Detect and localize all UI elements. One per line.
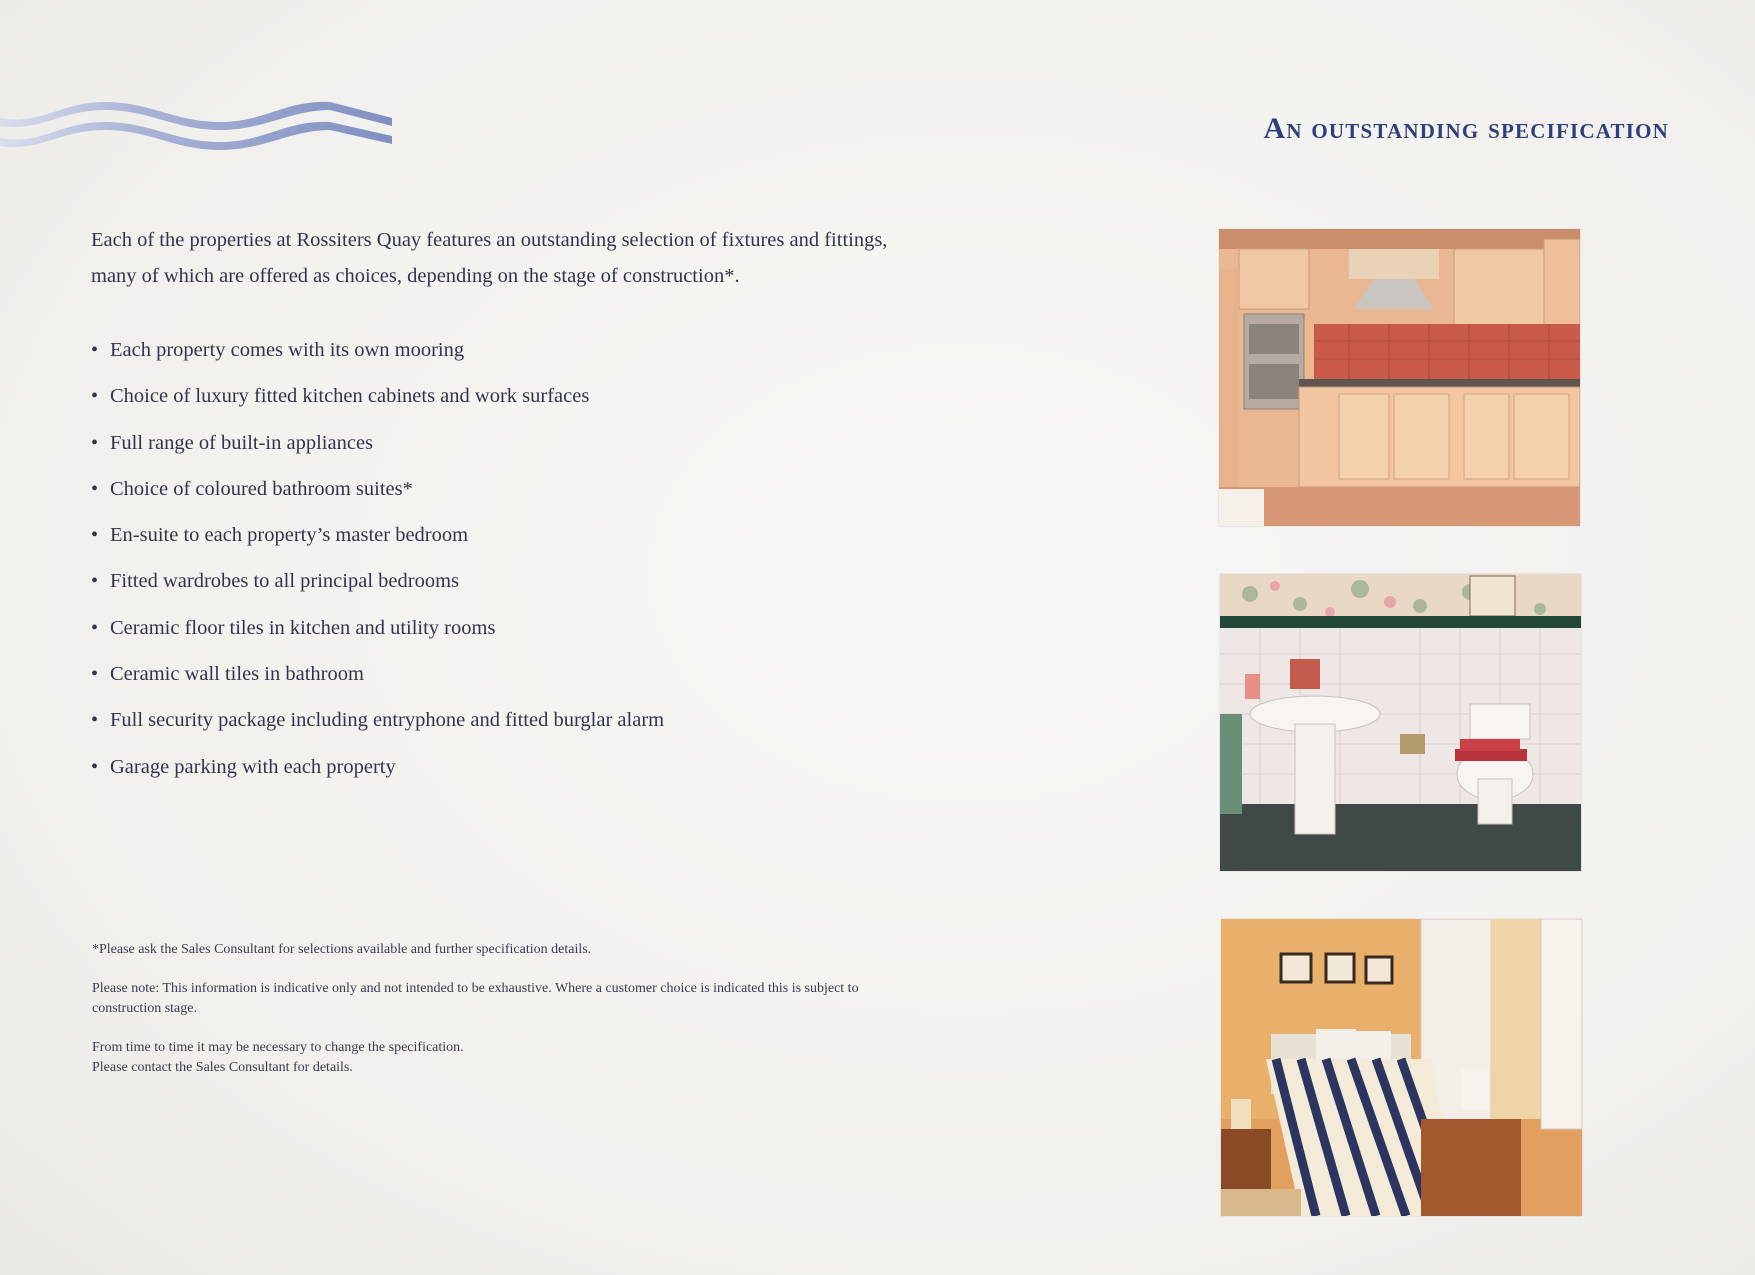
- list-item: [91, 708, 664, 754]
- list-item: [91, 755, 664, 801]
- feature-text: Full range of built-in appliances: [110, 431, 374, 454]
- bullet: •: [91, 755, 99, 778]
- wave-decoration: [0, 96, 392, 160]
- footnote-selections: *Please ask the Sales Consultant for selections available and further specification details.: [92, 942, 592, 957]
- page-title: An outstanding specification: [1263, 112, 1669, 145]
- feature-text: Fitted wardrobes to all principal bedrooms: [110, 570, 459, 593]
- list-item: [91, 616, 664, 662]
- footnote-changes-line2: Please contact the Sales Consultant for details.: [92, 1060, 353, 1075]
- list-item: [91, 338, 664, 384]
- feature-text: Garage parking with each property: [110, 755, 396, 778]
- bullet: •: [91, 709, 99, 732]
- bullet: •: [91, 385, 99, 408]
- feature-text: En-suite to each property’s master bedroom: [110, 524, 469, 547]
- footnote-changes: [92, 1038, 922, 1078]
- bullet: •: [91, 616, 99, 639]
- list-item: [91, 431, 664, 477]
- feature-text: Choice of luxury fitted kitchen cabinets and work surfaces: [110, 385, 590, 408]
- bathroom-photo: [1220, 574, 1581, 871]
- feature-text: Full security package including entryphone and fitted burglar alarm: [110, 709, 665, 732]
- list-item: [91, 662, 664, 708]
- feature-text: Ceramic wall tiles in bathroom: [110, 663, 364, 686]
- bedroom-photo: [1221, 919, 1582, 1216]
- feature-text: Ceramic floor tiles in kitchen and utility rooms: [110, 616, 496, 639]
- feature-list: [91, 338, 664, 801]
- list-item: [91, 477, 664, 523]
- bullet: •: [91, 431, 99, 454]
- footnotes: [92, 940, 922, 1097]
- footnote-changes-line1: From time to time it may be necessary to change the specification.: [92, 1040, 464, 1055]
- footnote-disclaimer: Please note: This information is indicative only and not intended to be exhaustive. Where a customer choice is indicated this is subject to construction stage.: [92, 981, 859, 1016]
- feature-text: Choice of coloured bathroom suites*: [110, 477, 413, 500]
- feature-text: Each property comes with its own mooring: [110, 339, 465, 361]
- list-item: [91, 569, 664, 615]
- intro-paragraph: Each of the properties at Rossiters Quay features an outstanding selection of fixtures and fittings, many of which are offered as choices, depending on the stage of construction*.: [91, 229, 888, 287]
- bullet: •: [91, 477, 99, 500]
- list-item: [91, 384, 664, 430]
- kitchen-photo: [1219, 229, 1580, 526]
- bullet: •: [91, 339, 99, 361]
- bullet: •: [91, 570, 99, 593]
- bullet: •: [91, 524, 99, 547]
- list-item: [91, 523, 664, 569]
- bullet: •: [91, 663, 99, 686]
